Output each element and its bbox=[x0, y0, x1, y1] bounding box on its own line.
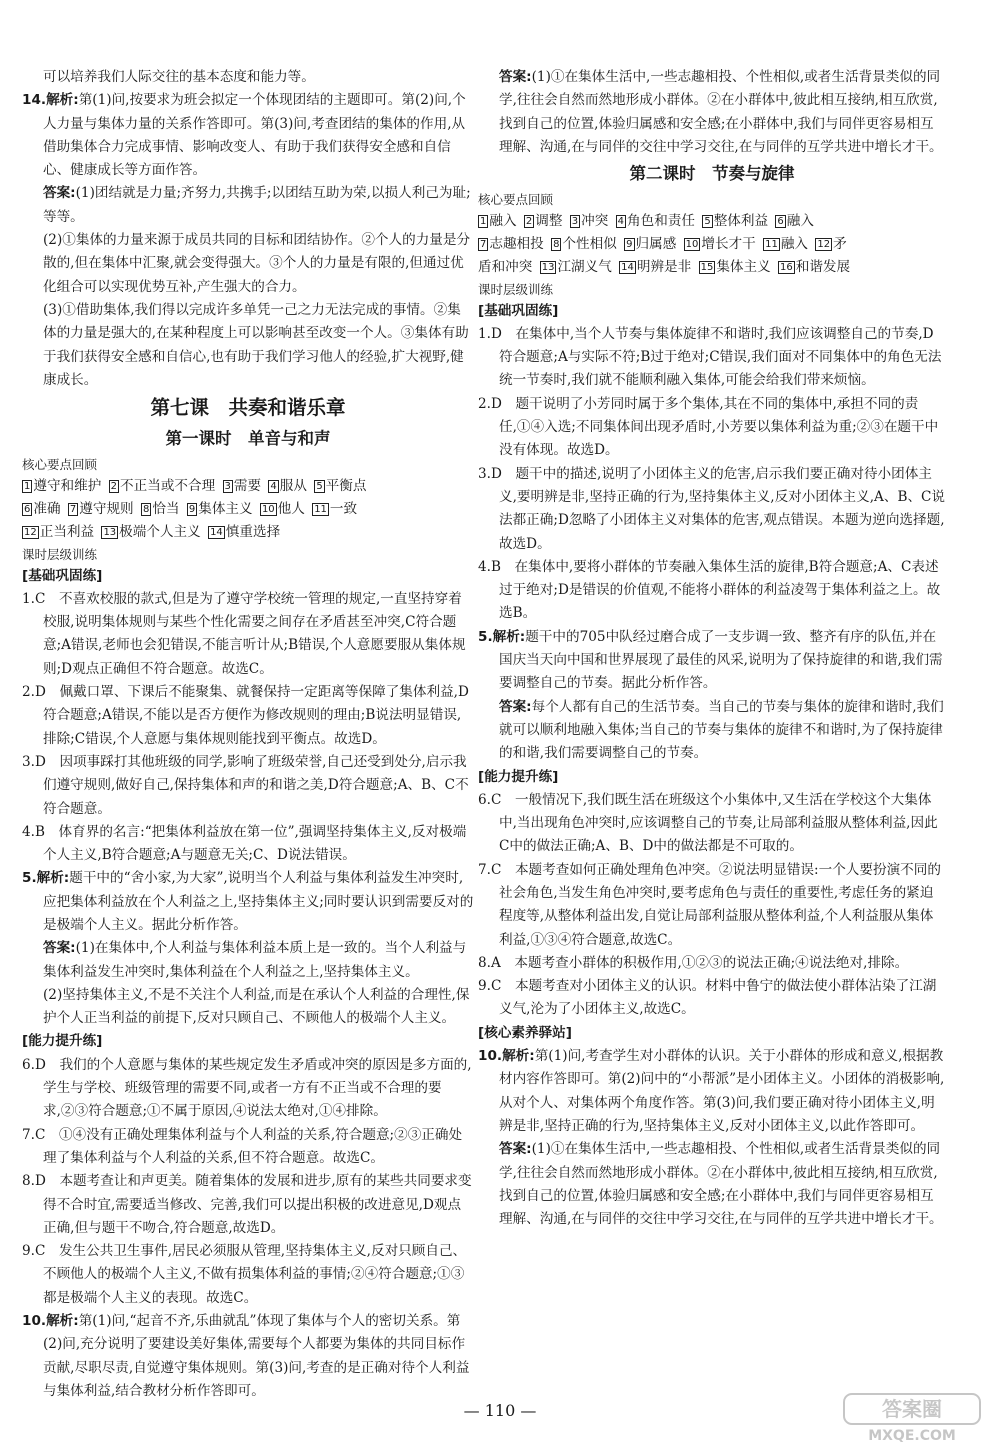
key-point: 12 正当利益 bbox=[24, 523, 95, 540]
key-point: 11 一致 bbox=[314, 500, 358, 517]
q14-answer-3: (3)①借助集体,我们得以完成许多单凭一己之力无法完成的事情。②集体的力量是强大的,在某种程度上可以影响甚至改变一个人。③集体有助于我们获得安全感和自信心,也有助于我们学习他人的经验,扩大视野,健康成长。 bbox=[43, 301, 469, 388]
q4: 4.B 在集体中,要将小群体的节奏融入集体生活的旋律,B符合题意;A、C表述过于绝对;D是错误的价值观,不能将小群体的利益凌驾于集体利益之上。故选B。 bbox=[478, 558, 941, 622]
q6: 6.C 一般情况下,我们既生活在班级这个小集体中,又生活在学校这个大集体中,当出现角色冲突时,应该调整自己的节奏,让局部利益服从整体利益,因此C中的做法正确;A、B、D中的做法都是不可取的。 bbox=[478, 791, 938, 855]
q4: 4.B 体育界的名言:“把集体利益放在第一位”,强调坚持集体主义,反对极端个人主义,B符合题意;A与题意无关;C、D说法错误。 bbox=[22, 823, 467, 864]
section-key-points: 核心要点回顾 bbox=[478, 192, 554, 208]
key-points-list bbox=[478, 210, 946, 278]
key-point: 盾和冲突 bbox=[478, 258, 533, 275]
key-point: 5 平衡点 bbox=[316, 478, 367, 495]
text: 第(1)问,按要求为班会拟定一个体现团结的主题即可。第(2)问,个人力量与集体力量的关系作答即可。第(3)问,考查团结的集体的作用,从借助集体合力完成事情、影响改变人、有助于我们获得安全感和自信心、健康成长等方面作答。 bbox=[43, 92, 466, 179]
key-point: 5 整体利益 bbox=[704, 213, 769, 230]
key-point: 3 冲突 bbox=[571, 213, 609, 230]
label: 答案: bbox=[43, 185, 76, 202]
q5-answer-2: (2)坚持集体主义,不是不关注个人利益,而是在承认个人利益的合理性,保护个人正当利益的前提下,反对只顾自己、不顾他人的极端个人主义。 bbox=[43, 986, 470, 1027]
q7: 7.C ①④没有正确处理集体利益与个人利益的关系,符合题意;②③正确处理了集体利益与个人利益的关系,但不符合题意。故选C。 bbox=[22, 1126, 463, 1166]
lesson-title: 第七课 共奏和谐乐章 bbox=[150, 396, 346, 420]
subsection-ability: [能力提升练] bbox=[22, 1033, 103, 1050]
key-point: 1 融入 bbox=[480, 213, 517, 230]
q8: 8.D 本题考查让和声更美。随着集体的发展和进步,原有的某些共同要求变得不合时宜,需要适当修改、完善,我们可以提出积极的改进意见,D观点正确,但与题干不吻合,符合题意,故选D。 bbox=[22, 1173, 472, 1236]
q9: 9.C 发生公共卫生事件,居民必须服从管理,坚持集体主义,反对只顾自己、不顾他人的极端个人主义,不做有损集体利益的事情;②④符合题意;①③都是极端个人主义的表现。故选C。 bbox=[22, 1243, 467, 1306]
key-point: 15 集体主义 bbox=[700, 258, 771, 275]
key-point: 8 个性相似 bbox=[553, 235, 617, 252]
q9: 9.C 本题考查对小团体主义的认识。材料中鲁宁的做法使小群体沾染了江湖义气,沦为了小团体主义,故选C。 bbox=[478, 978, 937, 1018]
key-point: 2 不正当或不合理 bbox=[110, 478, 216, 495]
q10-analysis: 10.解析:第(1)问,考查学生对小群体的认识。关于小群体的形成和意义,根据教材内容作答即可。第(2)问中的“小帮派”是小团体主义。小团体的消极影响,从对个人、对集体两个角度作答。第(3)问,我们要正确对待小团体主义,明辨是非,坚持正确的行为,坚持集体主义,反对小团体主义,以此作答即可。 bbox=[478, 1048, 945, 1134]
period-title-2: 第二课时 节奏与旋律 bbox=[629, 164, 795, 184]
key-point: 8 恰当 bbox=[142, 500, 180, 517]
key-point: 1 遵守和维护 bbox=[24, 478, 102, 495]
q2: 2.D 题干说明了小芳同时属于多个集体,其在不同的集体中,承担不同的责任,①④入选;不同集体间出现矛盾时,小芳要以集体利益为重;②③在题干中没有体现。故选D。 bbox=[478, 395, 939, 459]
q5-analysis: 5.解析:题干中的“舍小家,为大家”,说明当个人利益与集体利益发生冲突时,应把集体利益放在个人利益之上,坚持集体主义;同时要认识到需要反对的是极端个人主义。据此分析作答。 bbox=[22, 870, 474, 933]
right-column bbox=[478, 66, 946, 1231]
q10-answer: 答案:(1)①在集体生活中,一些志趣相投、个性相似,或者生活背景类似的同学,往往会自然而然地形成小群体。②在小群体中,彼此相互接纳,相互欣赏,找到自己的位置,体验归属感和安全感;在小群体中,我们与同伴更容易相互理解、沟通,在与同伴的交往中学习交往,在与同伴的互学共进中增长才干。 bbox=[499, 1141, 943, 1228]
left-column bbox=[22, 66, 474, 1403]
section-training: 课时层级训练 bbox=[22, 546, 98, 562]
continued-text: 可以培养我们人际交往的基本态度和能力等。 bbox=[43, 69, 315, 85]
key-point: 7 志趣相投 bbox=[480, 235, 544, 252]
page-number: — 110 — bbox=[463, 1401, 537, 1420]
key-point: 4 服从 bbox=[270, 478, 307, 495]
q1: 1.C 不喜欢校服的款式,但是为了遵守学校统一管理的规定,一直坚持穿着校服,说明集体规则与某些个性化需要之间存在矛盾甚至冲突,C符合题意;A错误,老师也会犯错误,不能言听计从;B错误,个人意愿要服从集体规则;D观点正确但不符合题意。故选C。 bbox=[22, 590, 466, 677]
q3: 3.D 题干中的描述,说明了小团体主义的危害,启示我们要正确对待小团体主义,要明辨是非,坚持正确的行为,坚持集体主义,反对小团体主义,A、B、C说法都正确;D忽略了小团体主义对集体的危害,观点错误。本题为逆向选择题,故选D。 bbox=[478, 465, 946, 552]
key-point: 10 他人 bbox=[261, 500, 305, 517]
q10-analysis: 10.解析:第(1)问,“起音不齐,乐曲就乱”体现了集体与个人的密切关系。第(2)问,充分说明了要建设美好集体,需要每个人都要为集体的共同目标作贡献,尽职尽责,自觉遵守集体规则。第(3)问,考查的是正确对待个人利益与集体利益,结合教材分析作答即可。 bbox=[22, 1313, 470, 1399]
key-point: 10 增长才干 bbox=[685, 235, 756, 252]
watermark-logo bbox=[842, 1392, 982, 1444]
watermark-domain: MXQE.COM bbox=[868, 1428, 956, 1444]
watermark-text: 答案圈 bbox=[882, 1397, 942, 1421]
key-point: 9 归属感 bbox=[626, 235, 677, 252]
label: 14.解析: bbox=[22, 92, 79, 109]
section-key-points: 核心要点回顾 bbox=[22, 457, 98, 473]
q5-answer: 答案:每个人都有自己的生活节奏。当自己的节奏与集体的旋律和谐时,我们就可以顺利地融入集体;当自己的节奏与集体的旋律不和谐时,为了保持旋律的和谐,我们需要调整自己的节奏。 bbox=[499, 698, 944, 762]
q6: 6.D 我们的个人意愿与集体的某些规定发生矛盾或冲突的原因是多方面的,学生与学校、班级管理的需要不同,或者一方有不正当或不合理的要求,②③符合题意;①不属于原因,④说法太绝对,①④排除。 bbox=[22, 1056, 472, 1120]
key-point: 7 遵守规则 bbox=[69, 500, 134, 517]
key-point: 6 融入 bbox=[777, 213, 814, 230]
key-point: 4 角色和责任 bbox=[617, 213, 696, 230]
subsection-core: [核心素养驿站] bbox=[478, 1024, 572, 1041]
q14-answer-2: (2)①集体的力量来源于成员共同的目标和团结协作。②个人的力量是分散的,但在集体中汇聚,就会变得强大。③个人的力量是有限的,但通过优化组合可以实现优势互补,产生强大的合力。 bbox=[43, 232, 471, 295]
q7: 7.C 本题考查如何正确处理角色冲突。②说法明显错误:一个人要扮演不同的社会角色,当发生角色冲突时,要考虑角色与责任的重要性,考虑任务的紧迫程度等,从整体利益出发,自觉让局部利益服从整体利益,个人利益服从集体利益,①③④符合题意,故选C。 bbox=[478, 861, 941, 948]
key-point: 3 需要 bbox=[224, 478, 262, 495]
subsection-ability: [能力提升练] bbox=[478, 768, 559, 785]
key-point: 11 融入 bbox=[765, 235, 808, 252]
key-point: 9 集体主义 bbox=[188, 500, 253, 517]
q10-answer-1: 答案:(1)①在集体生活中,一些志趣相投、个性相似,或者生活背景类似的同学,往往会自然而然地形成小群体。②在小群体中,彼此相互接纳,相互欣赏,找到自己的位置,体验归属感和安全感;在小群体中,我们与同伴更容易相互理解、沟通,在与同伴的交往中学习交往,在与同伴的互学共进中增长才干。 bbox=[499, 69, 943, 155]
subsection-basic: [基础巩固练] bbox=[478, 302, 559, 319]
key-point: 13 极端个人主义 bbox=[103, 523, 201, 540]
q8: 8.A 本题考查小群体的积极作用,①②③的说法正确;④说法绝对,排除。 bbox=[478, 954, 909, 971]
text: (1)团结就是力量;齐努力,共携手;以团结互助为荣,以损人利己为耻;等等。 bbox=[43, 185, 471, 225]
q14-analysis bbox=[22, 89, 474, 182]
key-point: 14 明辨是非 bbox=[621, 258, 692, 275]
q5-analysis: 5.解析:题干中的705中队经过磨合成了一支步调一致、整齐有序的队伍,并在国庆当天向中国和世界展现了最佳的风采,说明为了保持旋律的和谐,我们需要调整自己的节奏。据此分析作答。 bbox=[478, 628, 943, 692]
q14-answer-1 bbox=[22, 182, 474, 229]
key-point: 13 江湖义气 bbox=[541, 258, 612, 275]
q2: 2.D 佩戴口罩、下课后不能聚集、就餐保持一定距离等保障了集体利益,D符合题意;A错误,不能以是否方便作为修改规则的理由;B说法明显错误,排除;C错误,个人意愿与集体规则能找到平衡点。故选D。 bbox=[22, 684, 469, 747]
section-training: 课时层级训练 bbox=[478, 281, 554, 297]
key-point: 2 调整 bbox=[525, 213, 563, 230]
key-point: 6 准确 bbox=[24, 500, 61, 517]
q1: 1.D 在集体中,当个人节奏与集体旋律不和谐时,我们应该调整自己的节奏,D符合题意;A与实际不符;B过于绝对;C错误,我们面对不同集体中的角色无法统一节奏时,我们就不能顺利融入集体,可能会给我们带来烦恼。 bbox=[478, 325, 942, 389]
key-point: 12 矛 bbox=[817, 235, 847, 252]
key-point: 14 慎重选择 bbox=[210, 523, 281, 540]
q3: 3.D 因项事踩打其他班级的同学,影响了班级荣誉,自己还受到处分,启示我们遵守规则,做好自己,保持集体和声的和谐之美,D符合题意;A、B、C不符合题意。 bbox=[22, 753, 469, 817]
period-title: 第一课时 单音与和声 bbox=[165, 429, 331, 449]
key-point: 16 和谐发展 bbox=[780, 258, 851, 275]
subsection-basic: [基础巩固练] bbox=[22, 567, 103, 584]
key-points-list bbox=[22, 475, 474, 543]
q5-answer-1: 答案:(1)在集体中,个人利益与集体利益本质上是一致的。当个人利益与集体利益发生冲突时,集体利益在个人利益之上,坚持集体主义。 bbox=[43, 940, 467, 980]
